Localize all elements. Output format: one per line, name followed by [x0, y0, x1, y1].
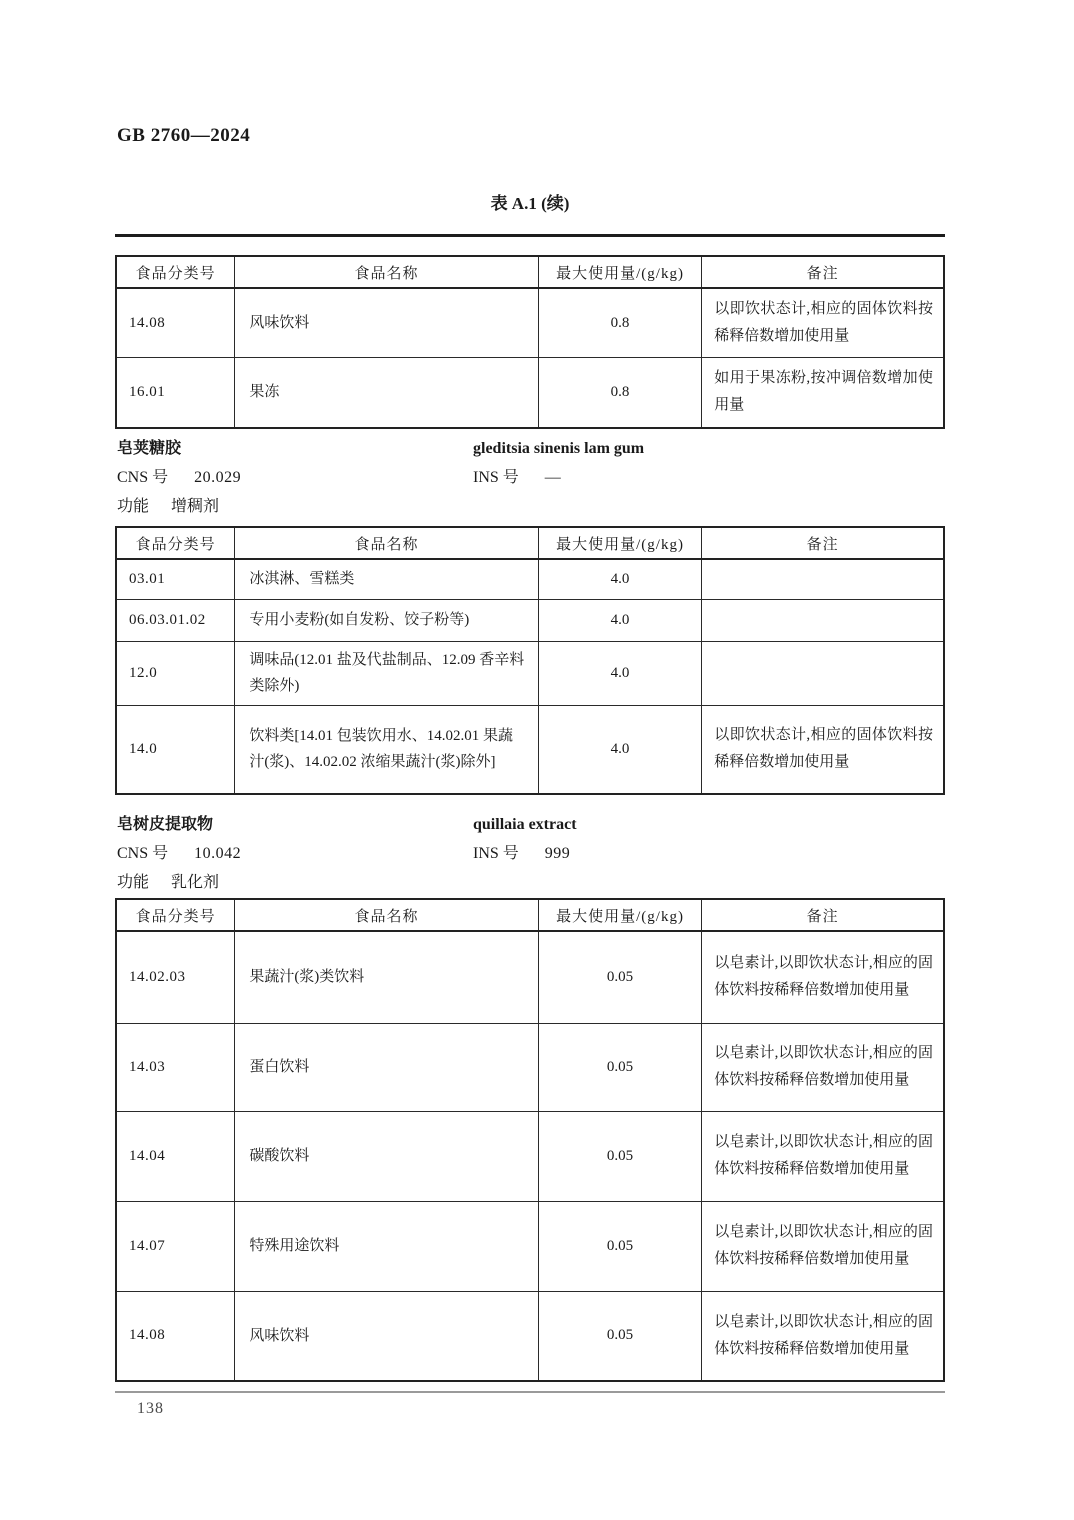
ins-label: INS 号: [473, 845, 519, 862]
col-header-max-usage: 最大使用量/(g/kg): [538, 899, 702, 931]
food-category-code: 14.04: [116, 1111, 235, 1201]
table-header-row: [116, 256, 944, 288]
ins-group: [473, 463, 561, 492]
footer-rule: [115, 1391, 945, 1393]
max-usage-value: 4.0: [538, 705, 702, 794]
additive-function-line: [117, 492, 945, 521]
function-value: 乳化剂: [171, 874, 220, 891]
remark-text: [702, 641, 944, 705]
max-usage-value: 0.05: [538, 1291, 702, 1381]
food-category-code: 14.07: [116, 1201, 235, 1291]
remark-text: 以皂素计,以即饮状态计,相应的固体饮料按稀释倍数增加使用量: [702, 1291, 944, 1381]
table-row: [116, 1291, 944, 1381]
additive-section-gleditsia: [117, 434, 945, 521]
max-usage-value: 0.05: [538, 931, 702, 1023]
additive-section-quillaia: [117, 810, 945, 897]
title-rule: [115, 234, 945, 237]
remark-text: 如用于果冻粉,按冲调倍数增加使用量: [702, 358, 944, 428]
max-usage-value: 4.0: [538, 641, 702, 705]
col-header-food-category: 食品分类号: [116, 899, 235, 931]
table-row: [116, 358, 944, 428]
col-header-remark: 备注: [702, 527, 944, 559]
remark-text: [702, 559, 944, 599]
table-header-row: [116, 899, 944, 931]
additive-name-zh: 皂荚糖胶: [117, 440, 182, 457]
food-category-code: 14.0: [116, 705, 235, 794]
max-usage-value: 0.05: [538, 1201, 702, 1291]
food-name: 蛋白饮料: [235, 1023, 538, 1111]
max-usage-value: 0.05: [538, 1023, 702, 1111]
table-row: [116, 1201, 944, 1291]
table-row: [116, 599, 944, 641]
table-row: [116, 1111, 944, 1201]
col-header-food-name: 食品名称: [235, 899, 538, 931]
remark-text: 以皂素计,以即饮状态计,相应的固体饮料按稀释倍数增加使用量: [702, 1023, 944, 1111]
max-usage-value: 4.0: [538, 559, 702, 599]
function-label: 功能: [117, 874, 150, 891]
food-category-code: 03.01: [116, 559, 235, 599]
food-category-code: 06.03.01.02: [116, 599, 235, 641]
food-name: 果冻: [235, 358, 538, 428]
col-header-max-usage: 最大使用量/(g/kg): [538, 527, 702, 559]
cns-value: 10.042: [194, 845, 242, 862]
col-header-max-usage: 最大使用量/(g/kg): [538, 256, 702, 288]
table-row: [116, 1023, 944, 1111]
food-category-code: 14.02.03: [116, 931, 235, 1023]
table-title: 表 A.1 (续): [490, 194, 570, 213]
remark-text: 以皂素计,以即饮状态计,相应的固体饮料按稀释倍数增加使用量: [702, 1111, 944, 1201]
col-header-remark: 备注: [702, 899, 944, 931]
max-usage-value: 0.05: [538, 1111, 702, 1201]
additive-name-en: gleditsia sinenis lam gum: [473, 440, 645, 457]
cns-label: CNS 号: [117, 845, 169, 862]
additive-id-line: [117, 463, 945, 492]
food-name: 风味饮料: [235, 1291, 538, 1381]
remark-text: 以即饮状态计,相应的固体饮料按稀释倍数增加使用量: [702, 288, 944, 358]
table-row: [116, 641, 944, 705]
additive-name-en: quillaia extract: [473, 816, 577, 833]
ins-value: —: [544, 469, 562, 486]
remark-text: [702, 599, 944, 641]
table-header-row: [116, 527, 944, 559]
function-value: 增稠剂: [171, 498, 220, 515]
table-row: [116, 288, 944, 358]
food-category-code: 16.01: [116, 358, 235, 428]
food-name: 风味饮料: [235, 288, 538, 358]
additive-function-line: [117, 868, 945, 897]
food-name: 冰淇淋、雪糕类: [235, 559, 538, 599]
food-name: 专用小麦粉(如自发粉、饺子粉等): [235, 599, 538, 641]
remark-text: 以皂素计,以即饮状态计,相应的固体饮料按稀释倍数增加使用量: [702, 1201, 944, 1291]
max-usage-value: 4.0: [538, 599, 702, 641]
ins-value: 999: [544, 845, 571, 862]
col-header-food-category: 食品分类号: [116, 256, 235, 288]
function-label: 功能: [117, 498, 150, 515]
food-category-code: 14.08: [116, 1291, 235, 1381]
max-usage-value: 0.8: [538, 288, 702, 358]
food-category-code: 14.03: [116, 1023, 235, 1111]
col-header-food-name: 食品名称: [235, 256, 538, 288]
additive-name-zh: 皂树皮提取物: [117, 816, 214, 833]
usage-table-3: [115, 898, 945, 1382]
cns-label: CNS 号: [117, 469, 169, 486]
food-name: 调味品(12.01 盐及代盐制品、12.09 香辛料类除外): [235, 641, 538, 705]
food-name: 碳酸饮料: [235, 1111, 538, 1201]
table-row: [116, 559, 944, 599]
additive-name-line: [117, 434, 945, 463]
col-header-remark: 备注: [702, 256, 944, 288]
additive-id-line: [117, 839, 945, 868]
usage-table-2: [115, 526, 945, 795]
table-row: [116, 705, 944, 794]
table-row: [116, 931, 944, 1023]
food-category-code: 14.08: [116, 288, 235, 358]
remark-text: 以皂素计,以即饮状态计,相应的固体饮料按稀释倍数增加使用量: [702, 931, 944, 1023]
food-name: 特殊用途饮料: [235, 1201, 538, 1291]
col-header-food-category: 食品分类号: [116, 527, 235, 559]
food-category-code: 12.0: [116, 641, 235, 705]
remark-text: 以即饮状态计,相应的固体饮料按稀释倍数增加使用量: [702, 705, 944, 794]
standard-number: GB 2760—2024: [117, 125, 251, 146]
ins-label: INS 号: [473, 469, 519, 486]
page-number: 138: [137, 1400, 164, 1417]
food-name: 饮料类[14.01 包装饮用水、14.02.01 果蔬汁(浆)、14.02.02 浓缩果蔬汁(浆)除外]: [235, 705, 538, 794]
cns-value: 20.029: [194, 469, 242, 486]
max-usage-value: 0.8: [538, 358, 702, 428]
additive-name-line: [117, 810, 945, 839]
usage-table-1: [115, 255, 945, 429]
col-header-food-name: 食品名称: [235, 527, 538, 559]
ins-group: [473, 839, 570, 868]
food-name: 果蔬汁(浆)类饮料: [235, 931, 538, 1023]
